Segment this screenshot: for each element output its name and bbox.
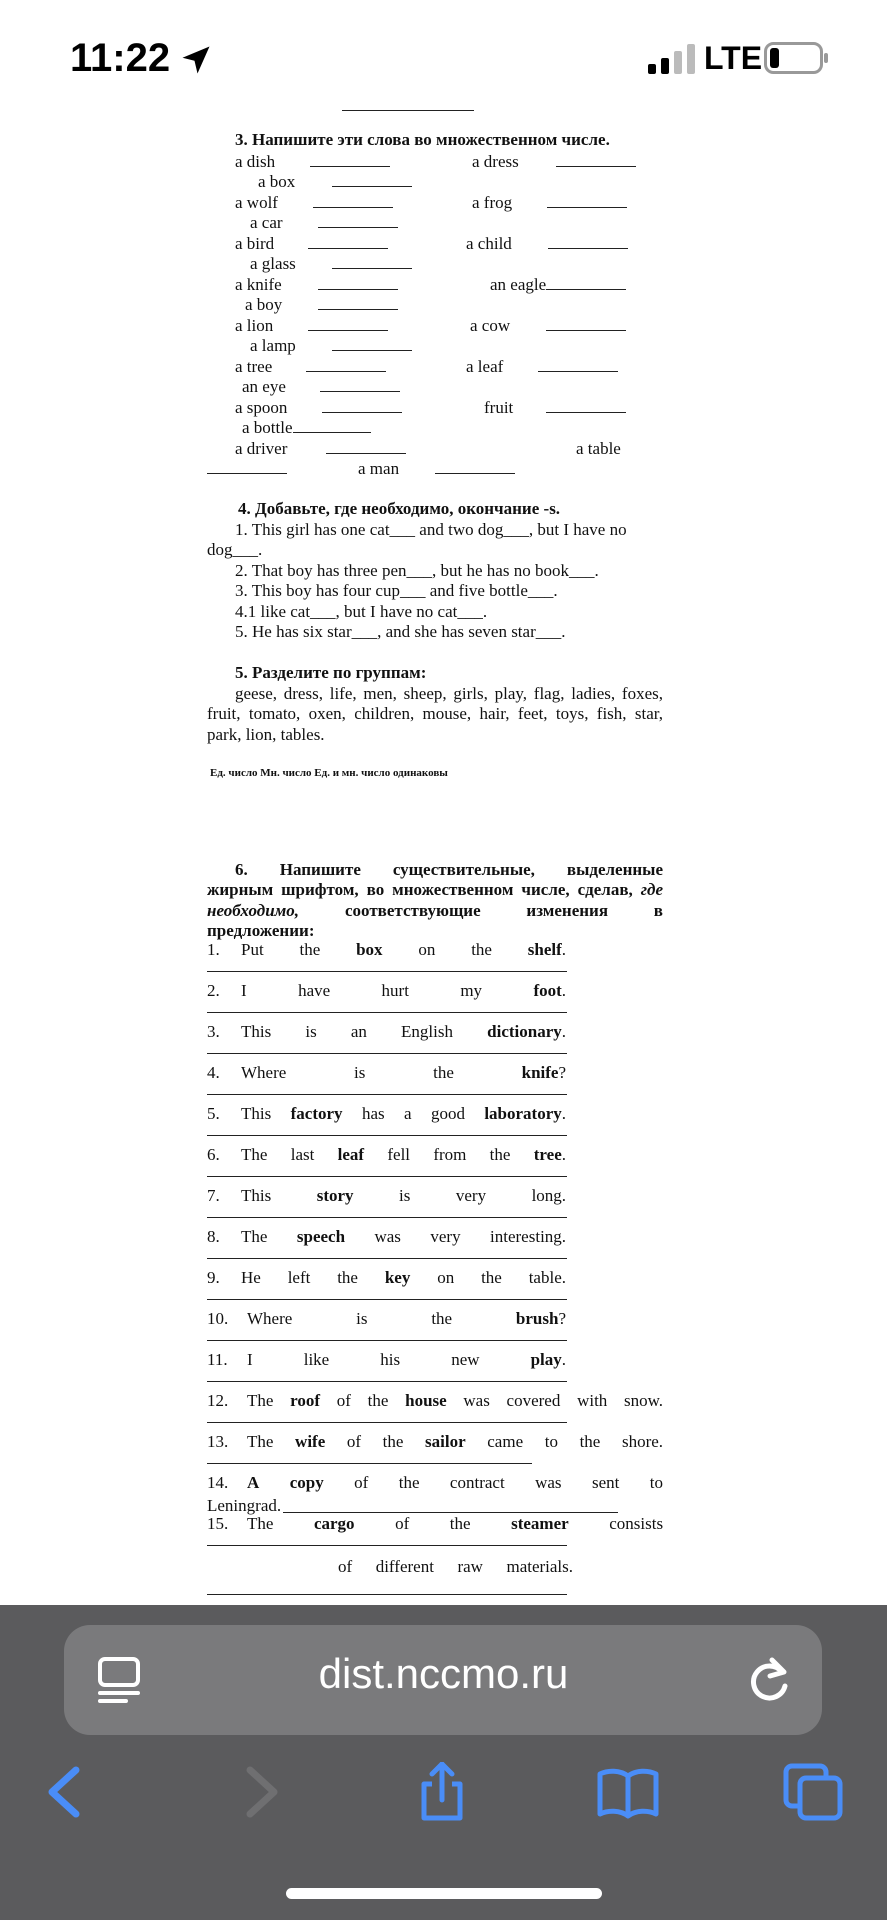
sentence-word: from bbox=[433, 1145, 467, 1164]
sentence-word: I bbox=[241, 981, 247, 1000]
sentence-word: my bbox=[460, 981, 483, 1000]
sentence-word: long. bbox=[531, 1186, 566, 1205]
target-noun: speech bbox=[296, 1227, 346, 1246]
answer-blank[interactable] bbox=[310, 152, 390, 167]
sentence-word: was bbox=[374, 1227, 401, 1246]
answer-line[interactable] bbox=[207, 1545, 567, 1546]
sentence-word: new bbox=[451, 1350, 480, 1369]
exercise-6-sentence bbox=[241, 981, 566, 1001]
word-item: a bird bbox=[235, 234, 275, 253]
sentence-word: the bbox=[471, 940, 492, 959]
exercise-6-sentence bbox=[247, 1473, 663, 1493]
answer-line[interactable] bbox=[207, 1340, 567, 1341]
exercise-6-title: необходимо, bbox=[207, 901, 300, 920]
word-item: a frog bbox=[472, 193, 513, 212]
target-noun: key bbox=[384, 1268, 411, 1287]
answer-blank[interactable] bbox=[546, 316, 626, 331]
exercise-6-title: предложении: bbox=[207, 921, 315, 940]
url-text[interactable]: dist.nccmo.ru bbox=[318, 1650, 569, 1697]
exercise-6-title: 6. Напишите существительные, выделенные bbox=[235, 860, 663, 879]
sentence-word: This bbox=[241, 1104, 272, 1123]
sentence-word: with bbox=[577, 1391, 608, 1410]
exercise-5-title: 5. Разделите по группам: bbox=[235, 663, 427, 682]
sentence-word: Put bbox=[241, 940, 264, 959]
signal-strength-icon bbox=[648, 44, 696, 74]
forward-icon[interactable] bbox=[226, 1762, 290, 1822]
word-item: a spoon bbox=[235, 398, 288, 417]
answer-blank[interactable] bbox=[546, 275, 626, 290]
sentence-word: the bbox=[431, 1309, 453, 1328]
sentence-word: contract bbox=[449, 1473, 505, 1492]
exercise-5-wordlist: park, lion, tables. bbox=[207, 725, 325, 744]
answer-line[interactable] bbox=[283, 1512, 618, 1513]
word-item: a lion bbox=[235, 316, 274, 335]
sentence-word: Where bbox=[241, 1063, 287, 1082]
exercise-6-sentence bbox=[241, 1227, 566, 1247]
sentence-word: the bbox=[489, 1145, 511, 1164]
exercise-4-sentence: 5. He has six star___, and she has seven star___. bbox=[235, 622, 566, 641]
target-noun: wife bbox=[295, 1432, 326, 1451]
answer-blank[interactable] bbox=[320, 377, 400, 392]
target-noun: foot bbox=[533, 981, 562, 1000]
status-time: 11:22 bbox=[70, 36, 171, 80]
reload-icon[interactable] bbox=[744, 1652, 794, 1706]
sentence-word: I bbox=[247, 1350, 253, 1369]
answer-line[interactable] bbox=[207, 1299, 567, 1300]
sentence-word: He bbox=[241, 1268, 261, 1287]
punctuation: ? bbox=[558, 1309, 566, 1328]
answer-blank[interactable] bbox=[548, 234, 628, 249]
sentence-word: have bbox=[298, 981, 331, 1000]
answer-line bbox=[342, 110, 474, 111]
punctuation: . bbox=[561, 1145, 566, 1164]
sentence-word: the bbox=[367, 1391, 389, 1410]
answer-line[interactable] bbox=[207, 1463, 532, 1464]
target-noun: copy bbox=[289, 1473, 324, 1492]
exercise-6-item-number: 9. bbox=[207, 1268, 220, 1287]
exercise-6-continuation: Leningrad. bbox=[207, 1496, 282, 1515]
sentence-word: of bbox=[346, 1432, 362, 1451]
answer-line[interactable] bbox=[207, 1381, 567, 1382]
sentence-word: shore. bbox=[621, 1432, 663, 1451]
share-icon[interactable] bbox=[410, 1762, 474, 1822]
target-noun: roof bbox=[290, 1391, 321, 1410]
sentence-word: the bbox=[398, 1473, 420, 1492]
sentence-word: the bbox=[433, 1063, 454, 1082]
network-type: LTE bbox=[704, 40, 763, 76]
exercise-6-sentence bbox=[241, 1186, 566, 1206]
sentence-word: The bbox=[247, 1391, 274, 1410]
exercise-6-item-number: 15. bbox=[207, 1514, 229, 1533]
bookmarks-icon[interactable] bbox=[596, 1762, 660, 1822]
back-icon[interactable] bbox=[36, 1762, 100, 1822]
answer-line[interactable] bbox=[207, 1094, 567, 1095]
sentence-word: on bbox=[437, 1268, 455, 1287]
answer-line[interactable] bbox=[207, 1053, 567, 1054]
sentence-word: snow. bbox=[624, 1391, 663, 1410]
answer-blank[interactable] bbox=[313, 193, 393, 208]
word-item: a tree bbox=[235, 357, 273, 376]
word-item: a driver bbox=[235, 439, 288, 458]
sentence-word: is bbox=[305, 1022, 317, 1041]
sentence-word: consists bbox=[609, 1514, 663, 1533]
target-noun: knife bbox=[521, 1063, 559, 1082]
answer-blank[interactable] bbox=[293, 418, 371, 433]
sentence-word: interesting. bbox=[490, 1227, 566, 1246]
sentence-word: Where bbox=[247, 1309, 293, 1328]
answer-line[interactable] bbox=[207, 1135, 567, 1136]
sentence-word: hurt bbox=[381, 981, 409, 1000]
exercise-4-sentence: 3. This boy has four cup___ and five bottle___. bbox=[235, 581, 558, 600]
sentence-word: of bbox=[395, 1514, 410, 1533]
sentence-word: The bbox=[247, 1514, 274, 1533]
answer-line[interactable] bbox=[207, 1594, 567, 1595]
sentence-word: of bbox=[336, 1391, 351, 1410]
sentence-word: This bbox=[241, 1022, 272, 1041]
exercise-6-item-number: 11. bbox=[207, 1350, 228, 1369]
sentence-word: his bbox=[380, 1350, 401, 1369]
punctuation: . bbox=[561, 940, 566, 959]
target-noun: leaf bbox=[337, 1145, 365, 1164]
target-noun: laboratory bbox=[484, 1104, 562, 1123]
sentence-word: the bbox=[337, 1268, 358, 1287]
answer-line[interactable] bbox=[207, 1217, 567, 1218]
sentence-word: is bbox=[356, 1309, 368, 1328]
answer-blank[interactable] bbox=[538, 357, 618, 372]
answer-blank[interactable] bbox=[332, 172, 412, 187]
exercise-6-sentence bbox=[241, 1104, 566, 1124]
answer-blank[interactable] bbox=[556, 152, 636, 167]
target-noun: cargo bbox=[313, 1514, 355, 1533]
answer-blank[interactable] bbox=[332, 254, 412, 269]
punctuation: . bbox=[561, 981, 566, 1000]
word-item: a child bbox=[466, 234, 512, 253]
answer-blank[interactable] bbox=[546, 398, 626, 413]
punctuation: . bbox=[561, 1350, 566, 1369]
exercise-6-sentence bbox=[241, 1268, 566, 1288]
exercise-4-title: 4. Добавьте, где необходимо, окончание -s. bbox=[238, 499, 561, 518]
target-noun: story bbox=[316, 1186, 354, 1205]
exercise-6-sentence bbox=[247, 1350, 566, 1370]
answer-line[interactable] bbox=[207, 1422, 567, 1423]
tabs-icon[interactable] bbox=[782, 1762, 846, 1822]
target-noun: brush bbox=[515, 1309, 559, 1328]
answer-line[interactable] bbox=[207, 1176, 567, 1177]
exercise-6-sentence bbox=[247, 1432, 663, 1452]
exercise-6-item-number: 8. bbox=[207, 1227, 220, 1246]
sentence-word: sent bbox=[591, 1473, 620, 1492]
punctuation: . bbox=[561, 1104, 566, 1123]
answer-blank[interactable] bbox=[318, 213, 398, 228]
sentence-word: on bbox=[418, 940, 436, 959]
exercise-6-item-number: 4. bbox=[207, 1063, 220, 1082]
answer-blank[interactable] bbox=[332, 336, 412, 351]
word-item: a boy bbox=[245, 295, 283, 314]
sentence-word: like bbox=[303, 1350, 330, 1369]
target-noun: house bbox=[405, 1391, 447, 1410]
word-item: a box bbox=[258, 172, 296, 191]
word-item: a man bbox=[358, 459, 400, 478]
word-item: a dress bbox=[472, 152, 519, 171]
exercise-6-sentence bbox=[241, 940, 566, 960]
exercise-5-wordlist: fruit, tomato, oxen, children, mouse, hair, feet, toys, fish, star, bbox=[207, 704, 663, 723]
answer-blank[interactable] bbox=[308, 234, 388, 249]
battery-icon bbox=[764, 42, 830, 74]
target-noun: dictionary bbox=[487, 1022, 562, 1041]
exercise-4-sentence: 2. That boy has three pen___, but he has no book___. bbox=[235, 561, 599, 580]
exercise-4-sentence: 1. This girl has one cat___ and two dog___, but I have no bbox=[235, 520, 627, 539]
word-item: a cow bbox=[470, 316, 511, 335]
sentence-word: of bbox=[354, 1473, 369, 1492]
word-item: an eagle bbox=[490, 275, 626, 295]
answer-blank[interactable] bbox=[326, 439, 406, 454]
sentence-word: was bbox=[535, 1473, 562, 1492]
sentence-word: This bbox=[241, 1186, 272, 1205]
punctuation: . bbox=[561, 1022, 566, 1041]
home-indicator[interactable] bbox=[286, 1888, 602, 1899]
answer-blank[interactable] bbox=[435, 459, 515, 474]
answer-blank[interactable] bbox=[318, 275, 398, 290]
sentence-word: a bbox=[404, 1104, 412, 1123]
sentence-word: the bbox=[449, 1514, 471, 1533]
word-item: a car bbox=[250, 213, 283, 232]
sentence-word: English bbox=[401, 1022, 453, 1041]
exercise-5-groups: Ед. число Мн. число Ед. и мн. число одинаковы bbox=[210, 767, 448, 779]
exercise-6-sentence bbox=[247, 1391, 663, 1411]
exercise-6-item-number: 6. bbox=[207, 1145, 220, 1164]
exercise-6-title: жирным шрифтом, во множественном числе, сделав, где bbox=[207, 880, 663, 899]
exercise-6-sentence bbox=[247, 1514, 663, 1534]
word-item: a table bbox=[576, 439, 621, 458]
punctuation: ? bbox=[558, 1063, 566, 1082]
answer-line[interactable] bbox=[207, 1012, 567, 1013]
sentence-word: The bbox=[247, 1432, 274, 1451]
sentence-word: is bbox=[399, 1186, 411, 1205]
word-item: a wolf bbox=[235, 193, 278, 212]
sentence-word: the bbox=[481, 1268, 502, 1287]
exercise-6-item-number: 2. bbox=[207, 981, 220, 1000]
exercise-6-item-number: 1. bbox=[207, 940, 220, 959]
sentence-word: very bbox=[430, 1227, 461, 1246]
sentence-word: is bbox=[354, 1063, 366, 1082]
sentence-word: fell bbox=[387, 1145, 411, 1164]
exercise-3-title: 3. Напишите эти слова во множественном числе. bbox=[235, 130, 610, 149]
exercise-6-sentence bbox=[241, 1063, 566, 1083]
sentence-word: last bbox=[290, 1145, 315, 1164]
target-noun: tree bbox=[533, 1145, 562, 1164]
answer-line[interactable] bbox=[207, 971, 567, 972]
target-noun: A bbox=[247, 1473, 260, 1492]
sentence-word: an bbox=[350, 1022, 367, 1041]
answer-blank[interactable] bbox=[547, 193, 627, 208]
exercise-6-sentence bbox=[241, 1022, 566, 1042]
answer-blank[interactable] bbox=[207, 459, 287, 474]
target-noun: factory bbox=[290, 1104, 343, 1123]
exercise-6-sentence bbox=[247, 1309, 566, 1329]
sentence-word: table. bbox=[528, 1268, 566, 1287]
exercise-6-sentence bbox=[241, 1145, 566, 1165]
word-item: a knife bbox=[235, 275, 282, 294]
answer-blank[interactable] bbox=[308, 316, 388, 331]
sentence-word: covered bbox=[506, 1391, 561, 1410]
target-noun: steamer bbox=[511, 1514, 569, 1533]
target-noun: sailor bbox=[425, 1432, 466, 1451]
exercise-6-item-number: 13. bbox=[207, 1432, 229, 1451]
exercise-6-item-number: 12. bbox=[207, 1391, 229, 1410]
word-item: a lamp bbox=[250, 336, 296, 355]
exercise-5-wordlist: geese, dress, life, men, sheep, girls, play, flag, ladies, foxes, bbox=[235, 684, 663, 703]
answer-blank[interactable] bbox=[318, 295, 398, 310]
exercise-6-item-number: 14. bbox=[207, 1473, 229, 1492]
target-noun: box bbox=[356, 940, 383, 959]
exercise-4-sentence: 4.1 like cat___, but I have no cat___. bbox=[235, 602, 488, 621]
exercise-6-title: соответствующие изменения в bbox=[345, 901, 663, 920]
sentence-word: came bbox=[487, 1432, 524, 1451]
sentence-word: left bbox=[287, 1268, 311, 1287]
document-page bbox=[0, 110, 887, 1605]
answer-line[interactable] bbox=[207, 1258, 567, 1259]
word-item: a glass bbox=[250, 254, 296, 273]
sentence-word: The bbox=[241, 1145, 268, 1164]
sentence-word: the bbox=[579, 1432, 601, 1451]
status-bar bbox=[0, 0, 887, 110]
sentence-word: very bbox=[455, 1186, 487, 1205]
exercise-6-item-number: 3. bbox=[207, 1022, 220, 1041]
sentence-word: the bbox=[382, 1432, 404, 1451]
sentence-word: to bbox=[544, 1432, 558, 1451]
answer-blank[interactable] bbox=[306, 357, 386, 372]
location-arrow-icon bbox=[178, 42, 214, 78]
exercise-6-continuation: of different raw materials. bbox=[338, 1557, 573, 1576]
exercise-6-item-number: 5. bbox=[207, 1104, 220, 1123]
sentence-word: has bbox=[361, 1104, 385, 1123]
exercise-6-item-number: 10. bbox=[207, 1309, 229, 1328]
word-item: a bottle bbox=[242, 418, 371, 438]
target-noun: shelf bbox=[527, 940, 562, 959]
sentence-word: The bbox=[241, 1227, 268, 1246]
exercise-4-sentence: dog___. bbox=[207, 540, 263, 559]
word-item: a leaf bbox=[466, 357, 504, 376]
answer-blank[interactable] bbox=[322, 398, 402, 413]
sentence-word: the bbox=[299, 940, 321, 959]
word-item: a dish bbox=[235, 152, 276, 171]
sentence-word: good bbox=[430, 1104, 465, 1123]
word-item: an eye bbox=[242, 377, 286, 396]
target-noun: play bbox=[530, 1350, 562, 1369]
word-item: fruit bbox=[484, 398, 514, 417]
exercise-6-item-number: 7. bbox=[207, 1186, 220, 1205]
sentence-word: was bbox=[463, 1391, 490, 1410]
sentence-word: to bbox=[649, 1473, 663, 1492]
